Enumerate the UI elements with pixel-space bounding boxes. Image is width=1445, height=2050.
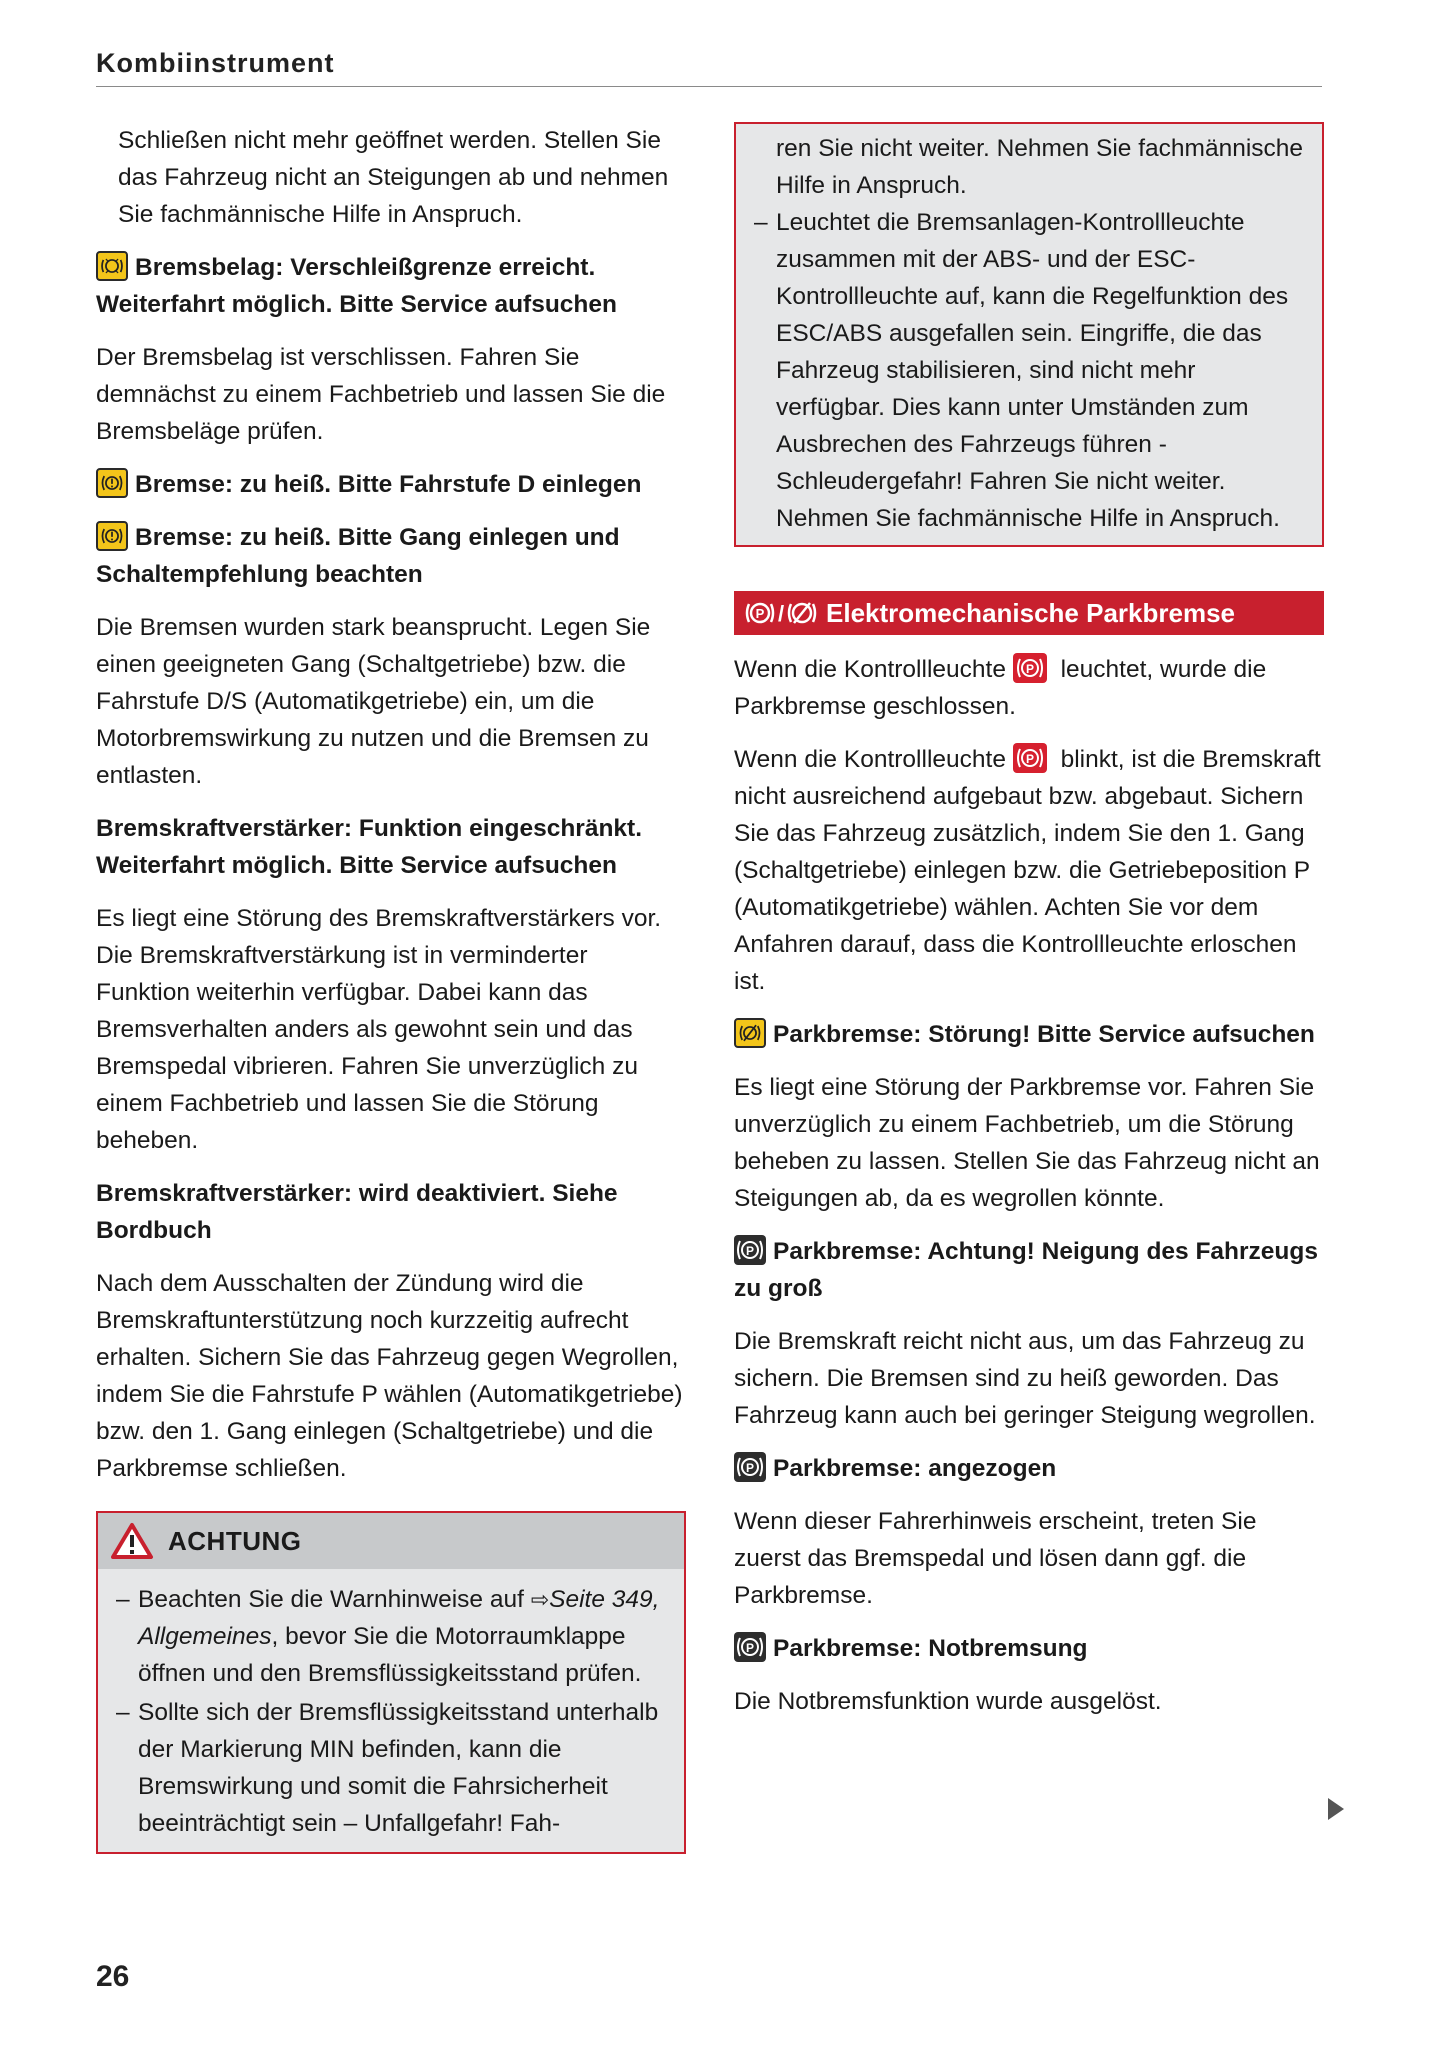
paragraph-brake-booster-deactivated: Nach dem Ausschalten der Zündung wird die Bremskraftunterstützung noch kurzzeitig aufrecht erhalten. Sichern Sie das Fahrzeug gegen Wegrollen, indem Sie die Fahrstufe P wählen (Automatikgetriebe) bzw. den 1. Gang einlegen (Schaltgetriebe) und die Parkbremse schließen. [96,1270,683,1482]
warning-item: – Leuchtet die Bremsanlagen-Kontrollleuchte zusammen mit der ABS- und der ESC-Kontrollleuchte auf, kann die Regelfunktion des ESC/ABS ausgefallen sein. Eingriffe, die das Fahrzeug stabilisieren, sind nicht mehr verfügbar. Dies kann unter Umständen zum Ausbrechen des Fahrzeugs führen - Schleudergefahr! Fahren Sie nicht weiter. Nehmen Sie fachmännische Hilfe in Anspruch. [754,209,1289,532]
heading-parking-brake-fault: Parkbremse: Störung! Bitte Service aufsuchen [734,1016,1324,1053]
paragraph-indicator-lit: Wenn die Kontrollleuchte P leuchtet, wurde die Parkbremse geschlossen. [734,651,1324,725]
warning-header [98,1513,684,1569]
section-banner [734,591,1324,635]
warning-item: – Beachten Sie die Warnhinweise auf ⇨Seite 349, Allgemeines, bevor Sie die Motorraumklappe öffnen und den Bremsflüssigkeitsstand prüfen. [116,1586,660,1687]
svg-text:P: P [1025,662,1034,676]
page-reference-link[interactable]: Seite 349, Allgemeines [138,1586,660,1650]
right-column [734,122,1324,1736]
page-title: Kombiinstrument [96,48,335,78]
brake-pad-wear-icon [96,251,128,281]
parking-brake-icon [744,596,818,630]
paragraph-indicator-blinking: Wenn die Kontrollleuchte P blinkt, ist die Bremskraft nicht ausreichend aufgebaut bzw. abgebaut. Sichern Sie das Fahrzeug zusätzlich, indem Sie den 1. Gang (Schaltgetriebe) einlegen bzw. die Getriebeposition P (Automatikgetriebe) wählen. Achten Sie vor dem Anfahren darauf, dass die Kontrollleuchte erloschen ist. [734,741,1324,1000]
paragraph-parking-brake-fault: Es liegt eine Störung der Parkbremse vor. Fahren Sie unverzüglich zu einem Fachbetrieb, um die Störung beheben zu lassen. Stellen Sie das Fahrzeug nicht an Steigungen ab, da es wegrollen könnte. [734,1074,1320,1212]
warning-item: – Sollte sich der Bremsflüssigkeitsstand unterhalb der Markierung MIN befinden, kann die Bremswirkung und somit die Fahrsicherheit beeinträchtigt sein – Unfallgefahr! Fah- [116,1699,659,1837]
warning-box [96,1511,686,1854]
brake-warning-icon [96,521,128,551]
parking-brake-indicator-icon [1013,653,1047,683]
svg-text:P: P [745,1244,755,1258]
page-header [96,46,1322,87]
parking-brake-icon [734,1235,766,1265]
paragraph-brake-hot: Die Bremsen wurden stark beansprucht. Legen Sie einen geeigneten Gang (Schaltgetriebe) bzw. die Fahrstufe D/S (Automatikgetriebe) ein, um die Motorbremswirkung zu nutzen und die Bremsen zu entlasten. [96,614,651,789]
parking-brake-icon [734,1632,766,1662]
next-page-arrow-icon[interactable] [1328,1798,1344,1820]
svg-text:P: P [1025,752,1034,766]
paragraph-brake-booster-limited: Es liegt eine Störung des Bremskraftverstärkers vor. Die Bremskraftverstärkung ist in verminderter Funktion weiterhin verfügbar. Dabei kann das Bremsverhalten anders als gewohnt sein und das Bremspedal vibrieren. Fahren Sie unverzüglich zu einem Fachbetrieb und lassen Sie die Störung beheben. [96,905,662,1154]
heading-emergency-braking: P Parkbremse: Notbremsung [734,1630,1324,1667]
link-arrow-icon: ⇨ [530,1587,550,1612]
paragraph-emergency-braking: Die Notbremsfunktion wurde ausgelöst. [734,1688,1162,1715]
heading-parking-brake-incline: P Parkbremse: Achtung! Neigung des Fahrzeugs zu groß [734,1233,1324,1307]
heading-brake-booster-limited: Bremskraftverstärker: Funktion eingeschränkt. Weiterfahrt möglich. Bitte Service aufsuchen [96,815,642,879]
brake-warning-icon [96,468,128,498]
warning-box-continued: ren Sie nicht weiter. Nehmen Sie fachmännische Hilfe in Anspruch. – Leuchtet die Bremsanlagen-Kontrollleuchte zusammen mit der ABS- und der ESC-Kontrollleuchte auf, kann die Regelfunktion des ESC/ABS ausgefallen sein. Eingriffe, die das Fahrzeug stabilisieren, sind nicht mehr verfügbar. Dies kann unter Umständen zum Ausbrechen des Fahrzeugs führen - Schleudergefahr! Fahren Sie nicht weiter. Nehmen Sie fachmännische Hilfe in Anspruch. [734,122,1324,547]
svg-text:P: P [755,606,765,621]
section-title: Elektromechanische Parkbremse [826,597,1235,628]
heading-brake-hot-d: Bremse: zu heiß. Bitte Fahrstufe D einlegen [96,466,686,503]
heading-brake-booster-deactivated: Bremskraftverstärker: wird deaktiviert. Siehe Bordbuch [96,1180,618,1244]
page-number: 26 [96,1960,130,1993]
svg-text:/: / [777,601,785,626]
parking-brake-icon [734,1452,766,1482]
heading-parking-brake-applied: P Parkbremse: angezogen [734,1450,1324,1487]
svg-text:P: P [745,1641,755,1655]
parking-brake-indicator-icon [1013,743,1047,773]
warning-triangle-icon [110,1522,154,1560]
svg-text:P: P [745,1461,755,1475]
parking-brake-fault-icon [734,1018,766,1048]
paragraph-parking-brake-applied: Wenn dieser Fahrerhinweis erscheint, treten Sie zuerst das Bremspedal und lösen dann ggf. die Parkbremse. [734,1508,1257,1609]
continued-paragraph: Schließen nicht mehr geöffnet werden. Stellen Sie das Fahrzeug nicht an Steigungen ab und nehmen Sie fachmännische Hilfe in Anspruch. [118,127,669,228]
warning-title: ACHTUNG [168,1525,302,1556]
left-column [96,122,686,1854]
heading-brake-hot-gear: Bremse: zu heiß. Bitte Gang einlegen und Schaltempfehlung beachten [96,519,686,593]
paragraph-parking-brake-incline: Die Bremskraft reicht nicht aus, um das Fahrzeug zu sichern. Die Bremsen sind zu heiß geworden. Das Fahrzeug kann auch bei geringer Steigung wegrollen. [734,1328,1316,1429]
warning-body [98,1569,684,1852]
paragraph-brake-pad: Der Bremsbelag ist verschlissen. Fahren Sie demnächst zu einem Fachbetrieb und lassen Sie die Bremsbeläge prüfen. [96,344,666,445]
heading-brake-pad: Bremsbelag: Verschleißgrenze erreicht. Weiterfahrt möglich. Bitte Service aufsuchen [96,249,686,323]
